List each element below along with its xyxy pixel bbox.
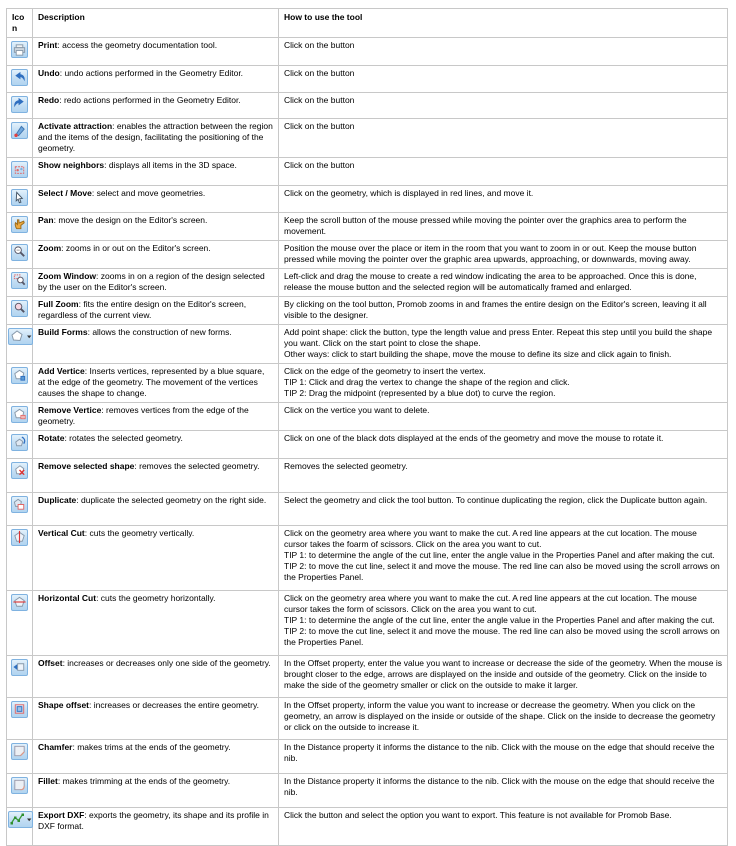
table-row <box>7 739 728 773</box>
tool-name: Shape offset <box>38 699 90 710</box>
column-header-how-to-use: How to use the tool <box>279 9 728 38</box>
zoom-window-tool-button[interactable] <box>11 272 28 289</box>
tool-description: : makes trimming at the ends of the geometry. <box>57 775 231 786</box>
tool-name: Undo <box>38 68 60 78</box>
description-cell <box>33 492 279 525</box>
icon-cell <box>7 38 33 66</box>
description-cell <box>33 590 279 655</box>
how-to-use-cell <box>279 186 728 213</box>
description-cell <box>33 268 279 296</box>
tool-description: : makes trims at the ends of the geometry. <box>72 741 231 752</box>
icon-cell <box>7 158 33 186</box>
fillet-icon <box>12 777 27 793</box>
undo-icon <box>12 70 27 86</box>
tool-description: : cuts the geometry vertically. <box>84 527 195 538</box>
vertical-cut-tool-button[interactable] <box>11 529 28 546</box>
build-forms-tool-button[interactable] <box>8 328 33 345</box>
shape-offset-icon <box>12 701 27 717</box>
tool-description: : access the geometry documentation tool. <box>57 40 218 50</box>
how-to-use-cell <box>279 697 728 739</box>
table-row <box>7 212 728 240</box>
tool-description: : exports the geometry, its shape and its profile in DXF format. <box>38 809 269 831</box>
tool-name: Full Zoom <box>38 298 79 309</box>
table-row <box>7 492 728 525</box>
tool-description: : zooms in or out on the Editor's screen. <box>61 242 211 253</box>
howto-line: Click on one of the black dots displayed at the ends of the geometry and move the mouse to rotate it. <box>284 432 664 443</box>
tool-description: : rotates the selected geometry. <box>64 432 183 443</box>
how-to-use-cell <box>279 739 728 773</box>
tool-description: : increases or decreases only one side of the geometry. <box>62 657 271 668</box>
description-cell <box>33 212 279 240</box>
remove-selected-shape-icon <box>12 462 27 478</box>
icon-cell <box>7 186 33 213</box>
table-row <box>7 38 728 66</box>
howto-line: In the Distance property it informs the distance to the nib. Click with the mouse on the edge that should receive the nib. <box>284 775 715 797</box>
full-zoom-icon <box>12 300 27 316</box>
description-cell <box>33 807 279 845</box>
tool-description: : removes the selected geometry. <box>134 460 260 471</box>
table-row <box>7 186 728 213</box>
redo-icon <box>12 96 27 112</box>
horizontal-cut-icon <box>12 594 27 610</box>
offset-icon <box>12 659 27 675</box>
table-row <box>7 363 728 402</box>
tool-description: : select and move geometries. <box>91 188 206 198</box>
howto-line: TIP 1: Click and drag the vertex to change the shape of the region and click. <box>284 376 570 387</box>
tool-description: : increases or decreases the entire geometry. <box>89 699 259 710</box>
shape-offset-tool-button[interactable] <box>11 701 28 718</box>
table-row <box>7 158 728 186</box>
how-to-use-cell <box>279 807 728 845</box>
table-row <box>7 655 728 697</box>
full-zoom-tool-button[interactable] <box>11 300 28 317</box>
howto-line: Position the mouse over the place or item in the room that you want to zoom in or out. Keep the mouse button pressed while moving the pointer over the graphic area upwards, approaching, or downwards, moving away. <box>284 242 697 264</box>
export-dxf-icon <box>9 811 32 827</box>
select-move-icon <box>12 190 27 206</box>
print-tool-button[interactable] <box>11 41 28 58</box>
howto-line: Click on the geometry area where you want to make the cut. A red line appears at the cut location. The mouse cursor takes the form of scissors. Click on the area you want to cut. <box>284 592 697 614</box>
description-cell <box>33 697 279 739</box>
table-row <box>7 807 728 845</box>
tool-name: Chamfer <box>38 741 73 752</box>
zoom-icon <box>12 244 27 260</box>
tool-description: : zooms in on a region of the design selected by the user on the Editor's screen. <box>38 270 265 292</box>
tool-name: Add Vertice <box>38 365 85 376</box>
how-to-use-cell <box>279 402 728 430</box>
add-vertice-icon <box>12 367 27 383</box>
table-row <box>7 402 728 430</box>
howto-line: Click on the button <box>284 68 355 78</box>
how-to-use-cell <box>279 430 728 458</box>
description-cell <box>33 525 279 590</box>
offset-tool-button[interactable] <box>11 659 28 676</box>
table-row <box>7 430 728 458</box>
icon-cell <box>7 655 33 697</box>
show-neighbors-icon <box>12 162 27 178</box>
howto-line: Click on the geometry, which is displayed in red lines, and move it. <box>284 188 534 198</box>
tool-description: : displays all items in the 3D space. <box>104 160 237 170</box>
tool-description: : allows the construction of new forms. <box>87 326 232 337</box>
how-to-use-cell <box>279 119 728 158</box>
tool-name: Pan <box>38 214 54 225</box>
activate-attraction-icon <box>12 123 27 139</box>
howto-line: Click on the button <box>284 160 355 170</box>
howto-line: TIP 1: to determine the angle of the cut line, enter the angle value in the Properties Panel and after making the cut. <box>284 549 715 560</box>
how-to-use-cell <box>279 268 728 296</box>
howto-line: Click on the button <box>284 40 355 50</box>
icon-cell <box>7 92 33 119</box>
tool-description: : Inserts vertices, represented by a blue square, at the edge of the geometry. The movement of the vertices causes the shape to change. <box>38 365 265 398</box>
duplicate-icon <box>12 496 27 512</box>
remove-vertice-icon <box>12 406 27 422</box>
zoom-window-icon <box>12 272 27 288</box>
tool-name: Build Forms <box>38 326 88 337</box>
icon-cell <box>7 363 33 402</box>
tool-description: : redo actions performed in the Geometry Editor. <box>59 94 241 105</box>
zoom-tool-button[interactable] <box>11 244 28 261</box>
howto-line: Left-click and drag the mouse to create a red window indicating the area to be approached. Once this is done, release the mouse button and the selected region will be automatically framed and enlarged. <box>284 270 697 292</box>
table-header-row <box>7 9 728 38</box>
how-to-use-cell <box>279 38 728 66</box>
tool-description: : duplicate the selected geometry on the right side. <box>76 494 267 505</box>
howto-line: Click on the button <box>284 94 355 105</box>
table-row <box>7 773 728 807</box>
tool-name: Zoom <box>38 242 62 253</box>
howto-line: Click on the edge of the geometry to insert the vertex. <box>284 365 486 376</box>
icon-cell <box>7 458 33 492</box>
tool-description: : undo actions performed in the Geometry Editor. <box>59 68 244 78</box>
tool-description: : fits the entire design on the Editor's screen, regardless of the current view. <box>38 298 247 320</box>
print-icon <box>12 42 27 58</box>
column-header-description: Description <box>33 9 279 38</box>
vertical-cut-icon <box>12 529 27 545</box>
icon-cell <box>7 807 33 845</box>
table-row <box>7 525 728 590</box>
how-to-use-cell <box>279 240 728 268</box>
how-to-use-cell <box>279 773 728 807</box>
icon-cell <box>7 402 33 430</box>
table-row <box>7 697 728 739</box>
howto-line: Click on the vertice you want to delete. <box>284 404 430 415</box>
rotate-icon <box>12 434 27 450</box>
description-cell <box>33 186 279 213</box>
icon-cell <box>7 212 33 240</box>
description-cell <box>33 458 279 492</box>
build-forms-icon <box>9 328 32 344</box>
howto-line: Removes the selected geometry. <box>284 460 408 471</box>
tool-name: Show neighbors <box>38 160 105 170</box>
howto-line: Click on the geometry area where you want to make the cut. A red line appears at the cut location. The mouse cursor takes the foarm of scissors. Click on the area you want to cut. <box>284 527 697 549</box>
tool-name: Select / Move <box>38 188 92 198</box>
icon-cell <box>7 268 33 296</box>
tool-name: Duplicate <box>38 494 77 505</box>
howto-line: Click the button and select the option you want to export. This feature is not available for Promob Base. <box>284 809 672 820</box>
how-to-use-cell <box>279 92 728 119</box>
table-row <box>7 590 728 655</box>
duplicate-tool-button[interactable] <box>11 496 28 513</box>
table-row <box>7 66 728 93</box>
howto-line: Click on the button <box>284 121 355 131</box>
description-cell <box>33 66 279 93</box>
howto-line: In the Offset property, enter the value you want to increase or decrease the side of the geometry. When the mouse is brought closer to the edge, arrows are displayed on the inside and outside of the geometry. Click on the inside to make the side of the geometry smaller or click on the outside to make it larger. <box>284 657 722 690</box>
table-row <box>7 296 728 324</box>
table-row <box>7 458 728 492</box>
description-cell <box>33 296 279 324</box>
table-row <box>7 92 728 119</box>
how-to-use-cell <box>279 296 728 324</box>
tool-name: Print <box>38 40 58 50</box>
tool-name: Horizontal Cut <box>38 592 97 603</box>
tools-table <box>6 8 728 846</box>
how-to-use-cell <box>279 66 728 93</box>
icon-cell <box>7 525 33 590</box>
description-cell <box>33 38 279 66</box>
tool-description: : cuts the geometry horizontally. <box>96 592 216 603</box>
tool-name: Redo <box>38 94 60 105</box>
pan-tool-button[interactable] <box>11 216 28 233</box>
howto-line: In the Offset property, inform the value you want to increase or decrease the geometry. When you click on the geometry, an arrow is displayed on the inside or outside of the shape. Click on the inside to decrease the geometry or click on the outside to increase it. <box>284 699 716 732</box>
icon-cell <box>7 697 33 739</box>
how-to-use-cell <box>279 324 728 363</box>
howto-line: Add point shape: click the button, type the length value and press Enter. Repeat this step until you build the shape you want. Click on the start point to close the shape. <box>284 326 713 348</box>
icon-cell <box>7 324 33 363</box>
icon-cell <box>7 492 33 525</box>
description-cell <box>33 402 279 430</box>
howto-line: Select the geometry and click the tool button. To continue duplicating the region, click the Duplicate button again. <box>284 494 708 505</box>
select-move-tool-button[interactable] <box>11 189 28 206</box>
tool-name: Offset <box>38 657 63 668</box>
howto-line: TIP 2: Drag the midpoint (represented by a blue dot) to curve the region. <box>284 387 556 398</box>
howto-line: By clicking on the tool button, Promob zooms in and frames the entire design on the Editor's screen, leaving it all visible to the designer. <box>284 298 707 320</box>
icon-cell <box>7 590 33 655</box>
column-header-icon: Icon <box>7 9 33 38</box>
tool-name: Remove Vertice <box>38 404 102 415</box>
description-cell <box>33 655 279 697</box>
tool-description: : removes vertices from the edge of the geometry. <box>38 404 249 426</box>
tool-name: Export DXF <box>38 809 85 820</box>
how-to-use-cell <box>279 655 728 697</box>
description-cell <box>33 773 279 807</box>
tool-name: Activate attraction <box>38 121 113 131</box>
icon-cell <box>7 240 33 268</box>
tool-name: Rotate <box>38 432 65 443</box>
table-row <box>7 324 728 363</box>
table-row <box>7 268 728 296</box>
remove-vertice-tool-button[interactable] <box>11 406 28 423</box>
icon-cell <box>7 66 33 93</box>
how-to-use-cell <box>279 458 728 492</box>
description-cell <box>33 158 279 186</box>
tool-description: : enables the attraction between the region and the items of the design, facilitating the positioning of the geometry. <box>38 121 273 153</box>
redo-tool-button[interactable] <box>11 96 28 113</box>
tool-name: Fillet <box>38 775 58 786</box>
tool-name: Zoom Window <box>38 270 96 281</box>
export-dxf-tool-button[interactable] <box>8 811 33 828</box>
icon-cell <box>7 119 33 158</box>
table-row <box>7 119 728 158</box>
icon-cell <box>7 773 33 807</box>
show-neighbors-tool-button[interactable] <box>11 161 28 178</box>
tool-name: Remove selected shape <box>38 460 135 471</box>
howto-line: TIP 1: to determine the angle of the cut line, enter the angle value in the Properties Panel and after making the cut. <box>284 614 715 625</box>
howto-line: Other ways: click to start building the shape, move the mouse to define its size and click again to finish. <box>284 348 672 359</box>
howto-line: TIP 2: to move the cut line, select it and move the mouse. The red line can also be moved using the scroll arrows on the Properties Panel. <box>284 625 720 647</box>
add-vertice-tool-button[interactable] <box>11 367 28 384</box>
howto-line: Keep the scroll button of the mouse pressed while moving the pointer over the graphics area to perform the movement. <box>284 214 687 236</box>
table-row <box>7 240 728 268</box>
icon-cell <box>7 739 33 773</box>
how-to-use-cell <box>279 525 728 590</box>
tool-name: Vertical Cut <box>38 527 85 538</box>
how-to-use-cell <box>279 363 728 402</box>
activate-attraction-tool-button[interactable] <box>11 122 28 139</box>
description-cell <box>33 92 279 119</box>
how-to-use-cell <box>279 212 728 240</box>
how-to-use-cell <box>279 158 728 186</box>
fillet-tool-button[interactable] <box>11 777 28 794</box>
chamfer-icon <box>12 743 27 759</box>
description-cell <box>33 739 279 773</box>
remove-selected-shape-tool-button[interactable] <box>11 462 28 479</box>
tool-description: : move the design on the Editor's screen. <box>53 214 208 225</box>
icon-cell <box>7 430 33 458</box>
how-to-use-cell <box>279 590 728 655</box>
description-cell <box>33 240 279 268</box>
howto-line: In the Distance property it informs the distance to the nib. Click with the mouse on the edge that should receive the nib. <box>284 741 715 763</box>
how-to-use-cell <box>279 492 728 525</box>
icon-cell <box>7 296 33 324</box>
description-cell <box>33 119 279 158</box>
howto-line: TIP 2: to move the cut line, select it and move the mouse. The red line can also be moved using the scroll arrows on the Properties Panel. <box>284 560 720 582</box>
horizontal-cut-tool-button[interactable] <box>11 594 28 611</box>
description-cell <box>33 430 279 458</box>
description-cell <box>33 324 279 363</box>
pan-icon <box>12 216 27 232</box>
description-cell <box>33 363 279 402</box>
chamfer-tool-button[interactable] <box>11 743 28 760</box>
rotate-tool-button[interactable] <box>11 434 28 451</box>
undo-tool-button[interactable] <box>11 69 28 86</box>
